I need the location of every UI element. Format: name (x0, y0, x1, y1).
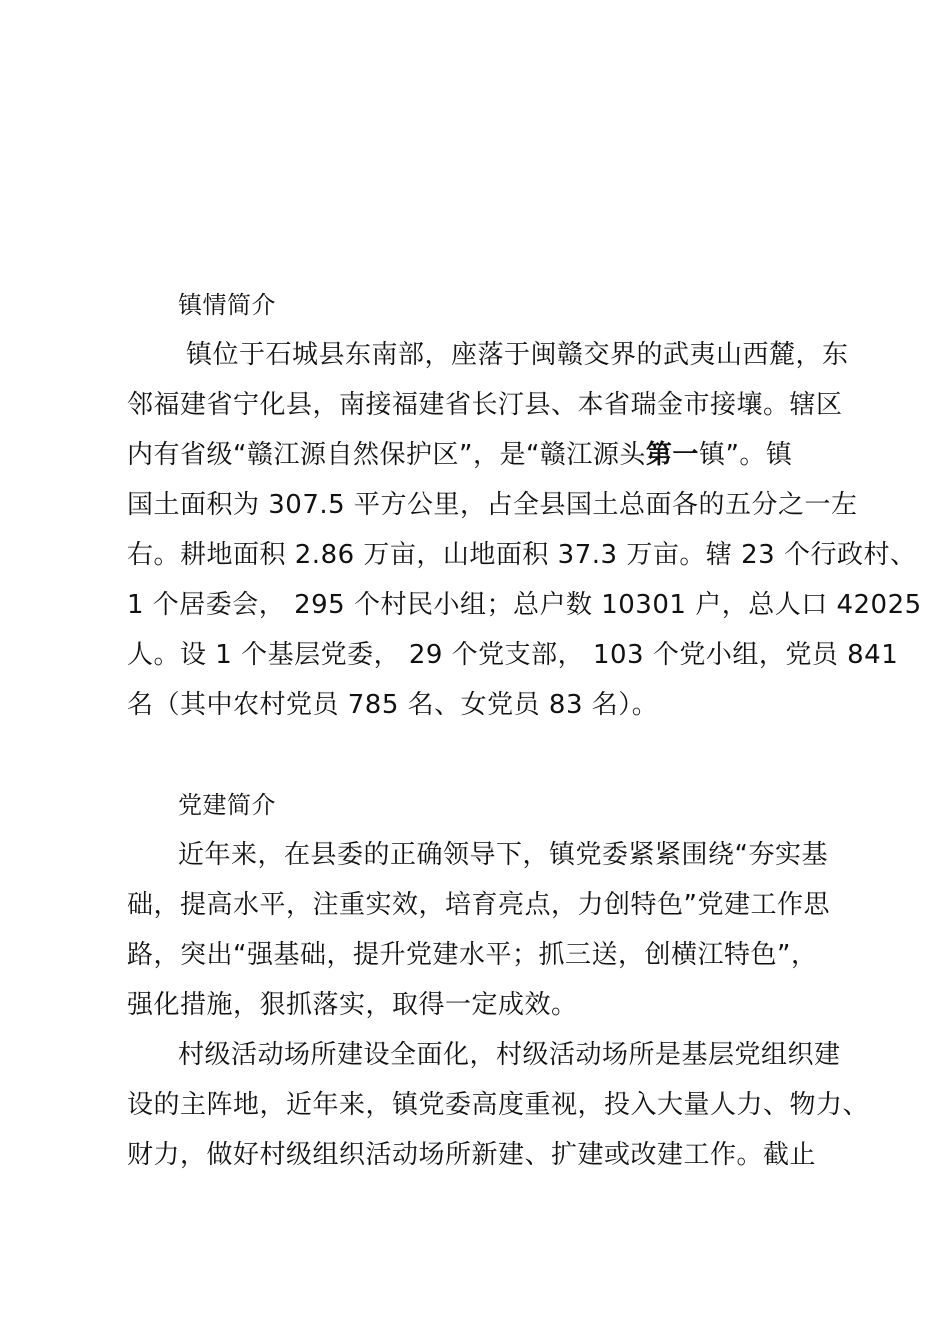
paragraph-line: 财力，做好村级组织活动场所新建、扩建或改建工作。截止 (127, 1140, 817, 1170)
paragraph-line-with-bold (127, 438, 950, 472)
section-title-party-building: 党建简介 (178, 791, 276, 819)
section-title-town-overview: 镇情简介 (178, 291, 276, 319)
paragraph-line: 村级活动场所建设全面化，村级活动场所是基层党组织建 (178, 1040, 841, 1070)
paragraph-line: 国土面积为 307.5 平方公里，占全县国土总面各的五分之一左 (127, 490, 858, 520)
paragraph-text: 镇”。镇 (698, 440, 793, 470)
paragraph-line: 右。耕地面积 2.86 万亩，山地面积 37.3 万亩。辖 23 个行政村、 (127, 540, 917, 570)
paragraph-line: 人。设 1 个基层党委， 29 个党支部， 103 个党小组，党员 841 (127, 640, 899, 670)
paragraph-line: 名（其中农村党员 785 名、女党员 83 名）。 (127, 690, 659, 720)
paragraph-line: 设的主阵地，近年来，镇党委高度重视，投入大量人力、物力、 (127, 1090, 870, 1120)
paragraph-text: 内有省级“赣江源自然保护区”，是“赣江源头 (127, 440, 646, 470)
paragraph-line: 路，突出“强基础，提升党建水平；抓三送，创横江特色”， (127, 940, 818, 970)
paragraph-line: 1 个居委会， 295 个村民小组；总户数 10301 户，总人口 42025 (127, 590, 922, 620)
paragraph-line: 镇位于石城县东南部，座落于闽赣交界的武夷山西麓，东 (186, 340, 849, 370)
paragraph-line: 强化措施，狠抓落实，取得一定成效。 (127, 990, 578, 1020)
paragraph-line: 邻福建省宁化县，南接福建省长汀县、本省瑞金市接壤。辖区 (127, 390, 843, 420)
paragraph-line: 近年来，在县委的正确领导下，镇党委紧紧围绕“夯实基 (178, 840, 828, 870)
bold-text: 第一 (645, 440, 699, 470)
paragraph-line: 础，提高水平，注重实效，培育亮点，力创特色”党建工作思 (127, 890, 830, 920)
